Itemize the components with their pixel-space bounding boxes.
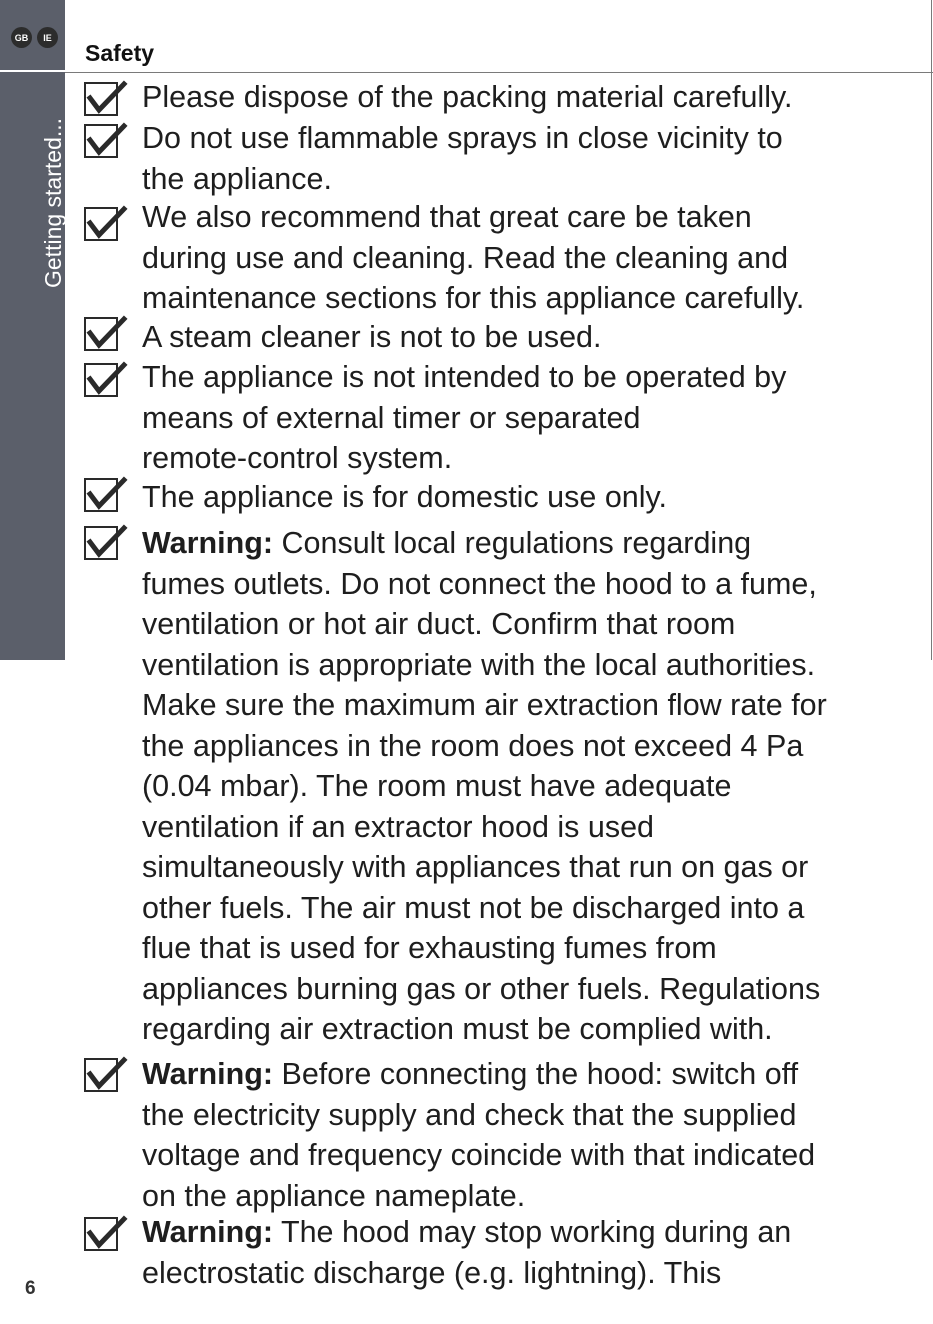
checked-box-icon: [84, 124, 118, 158]
item-line: appliances burning gas or other fuels. Regulations: [142, 971, 821, 1006]
item-text: [142, 1054, 815, 1216]
warning-label: Warning:: [142, 526, 274, 560]
item-line: Do not use flammable sprays in close vicinity to: [142, 121, 783, 155]
warning-label: Warning:: [142, 1215, 274, 1249]
sidebar-tab: [0, 0, 65, 660]
item-line: ventilation if an extractor hood is used: [142, 809, 655, 844]
checked-box-icon: [84, 526, 118, 560]
item-line: [142, 1212, 791, 1253]
page-edge-rule: [931, 0, 932, 660]
item-text: [142, 523, 827, 1050]
item-line: flue that is used for exhausting fumes from: [142, 931, 717, 965]
language-badge-gb: GB: [11, 27, 32, 48]
item-text: [142, 118, 783, 199]
checked-box-icon: [84, 1058, 118, 1092]
warning-label: Warning:: [142, 1057, 274, 1091]
item-line: means of external timer or separated: [142, 400, 641, 435]
item-line: the electricity supply and check that the supplied: [142, 1097, 797, 1132]
header-divider: [65, 72, 933, 73]
item-text: [142, 357, 786, 479]
item-line: The appliance is for domestic use only.: [142, 480, 667, 514]
item-line: Please dispose of the packing material carefully.: [142, 80, 793, 114]
item-text: [142, 197, 804, 319]
item-text: [142, 317, 601, 358]
item-line: ventilation is appropriate with the local authorities.: [142, 647, 816, 682]
item-line: regarding air extraction must be complied with.: [142, 1012, 773, 1046]
item-line: [142, 1054, 815, 1095]
item-line: other fuels. The air must not be discharged into a: [142, 890, 805, 925]
item-text: [142, 1212, 791, 1293]
checked-box-icon: [84, 363, 118, 397]
item-line: electrostatic discharge (e.g. lightning). This: [142, 1255, 722, 1290]
page-number: 6: [25, 1278, 36, 1299]
checked-box-icon: [84, 1217, 118, 1251]
item-line: fumes outlets. Do not connect the hood to a fume,: [142, 566, 817, 601]
section-title: Safety: [85, 40, 155, 66]
item-line: simultaneously with appliances that run on gas or: [142, 850, 809, 884]
language-badge-ie: IE: [37, 27, 58, 48]
item-line: A steam cleaner is not to be used.: [142, 320, 602, 354]
item-line: voltage and frequency coincide with that indicated: [142, 1138, 816, 1172]
item-text: [142, 477, 667, 518]
item-line: the appliances in the room does not exceed 4 Pa: [142, 728, 804, 763]
item-line: the appliance.: [142, 161, 332, 196]
item-line: maintenance sections for this appliance carefully.: [142, 281, 805, 315]
item-line: We also recommend that great care be taken: [142, 200, 752, 234]
checked-box-icon: [84, 317, 118, 351]
warning-text: Consult local regulations regarding: [273, 526, 752, 560]
sidebar-label: Getting started...: [40, 117, 66, 288]
item-line: ventilation or hot air duct. Confirm that room: [142, 607, 736, 641]
item-line: The appliance is not intended to be operated by: [142, 360, 787, 394]
language-badges: [0, 0, 65, 72]
warning-text: Before connecting the hood: switch off: [273, 1057, 799, 1091]
item-line: (0.04 mbar). The room must have adequate: [142, 769, 732, 803]
item-line: [142, 523, 827, 564]
item-line: remote-control system.: [142, 441, 453, 475]
checked-box-icon: [84, 82, 118, 116]
item-text: [142, 77, 792, 118]
warning-text: The hood may stop working during an: [273, 1215, 792, 1249]
item-line: during use and cleaning. Read the cleaning and: [142, 240, 789, 275]
item-line: Make sure the maximum air extraction flow rate for: [142, 688, 827, 722]
checked-box-icon: [84, 207, 118, 241]
item-line: on the appliance nameplate.: [142, 1178, 526, 1213]
checked-box-icon: [84, 478, 118, 512]
